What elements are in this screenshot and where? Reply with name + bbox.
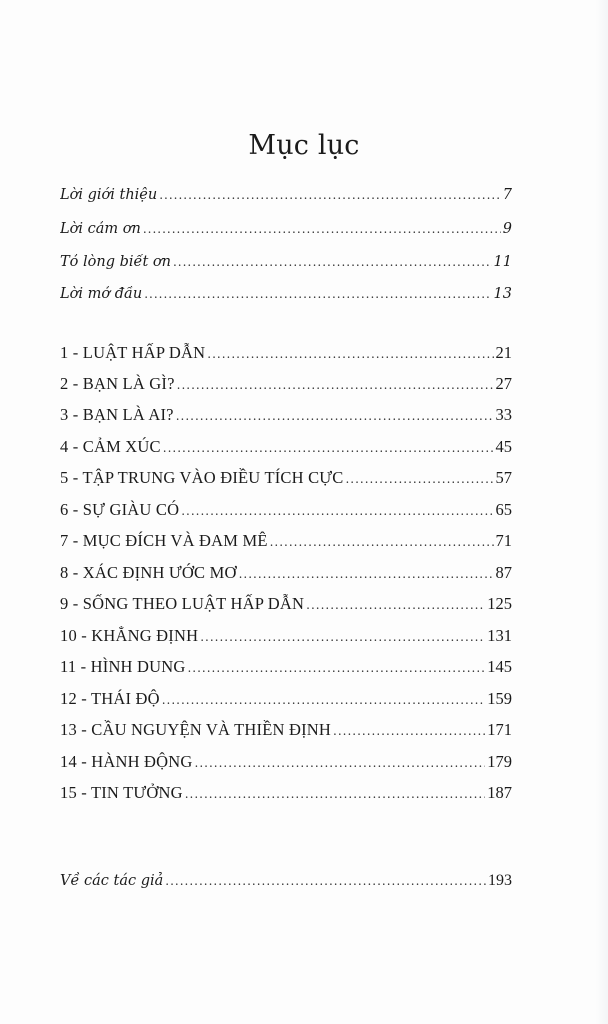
toc-entry-label: Về các tác giả [60,873,164,889]
dot-leader [181,504,493,518]
dot-leader [143,222,501,236]
dot-leader [163,441,494,455]
toc-entry-chapter[interactable] [60,531,512,555]
dot-leader [162,693,486,707]
toc-entry-page: 187 [487,783,512,802]
toc-entry-label: 15 - TIN TƯỞNG [60,783,183,802]
toc-entry-front[interactable] [60,187,512,211]
dot-leader [306,598,485,612]
toc-entry-label: Lời giới thiệu [60,187,158,203]
toc-entry-page: 7 [502,187,512,203]
toc-entry-page: 159 [487,689,512,708]
toc-entry-label: 11 - HÌNH DUNG [60,657,186,676]
dot-leader [270,535,494,549]
toc-entry-page: 71 [495,531,512,550]
toc-entry-page: 13 [493,286,512,302]
toc-entry-label: Lời cảm ơn [60,221,141,237]
toc-entry-page: 179 [487,752,512,771]
toc-entry-back[interactable] [60,872,512,896]
toc-entry-chapter[interactable] [60,720,512,744]
toc-entry-chapter[interactable] [60,343,512,367]
toc-entry-chapter[interactable] [60,626,512,650]
toc-entry-page: 131 [487,626,512,645]
toc-entry-page: 9 [502,221,512,237]
dot-leader [345,472,493,486]
dot-leader [159,188,501,202]
toc-entry-label: 3 - BẠN LÀ AI? [60,405,174,424]
toc-entry-page: 27 [495,374,512,393]
toc-entry-front[interactable] [60,221,512,245]
toc-entry-chapter[interactable] [60,783,512,807]
dot-leader [333,724,485,738]
toc-entry-chapter[interactable] [60,437,512,461]
toc-entry-front[interactable] [60,286,512,310]
toc-entry-page: 193 [488,872,512,889]
toc-entry-front[interactable] [60,254,512,278]
toc-entry-label: 2 - BẠN LÀ GÌ? [60,374,175,393]
dot-leader [144,287,491,301]
toc-entry-page: 87 [495,563,512,582]
dot-leader [195,756,486,770]
toc-entry-page: 145 [487,657,512,676]
toc-entry-label: 9 - SỐNG THEO LUẬT HẤP DẪN [60,594,305,613]
dot-leader [207,347,493,361]
toc-entry-page: 57 [495,468,512,487]
toc-entry-chapter[interactable] [60,689,512,713]
toc-entry-label: 7 - MỤC ĐÍCH VÀ ĐAM MÊ [60,531,268,550]
toc-entry-page: 171 [487,720,512,739]
toc-entry-label: Lời mở đầu [60,286,143,302]
toc-entry-label: 14 - HÀNH ĐỘNG [60,752,193,771]
toc-entry-chapter[interactable] [60,752,512,776]
toc-entry-label: Tỏ lòng biết ơn [60,254,171,270]
toc-entry-label: 10 - KHẲNG ĐỊNH [60,626,199,645]
dot-leader [185,787,486,801]
toc-entry-page: 21 [495,343,512,362]
dot-leader [200,630,485,644]
toc-entry-chapter[interactable] [60,657,512,681]
toc-entry-label: 5 - TẬP TRUNG VÀO ĐIỀU TÍCH CỰC [60,468,344,487]
toc-entry-chapter[interactable] [60,500,512,524]
dot-leader [177,378,494,392]
dot-leader [187,661,485,675]
toc-entry-chapter[interactable] [60,594,512,618]
toc-entry-label: 1 - LUẬT HẤP DẪN [60,343,206,362]
toc-entry-page: 45 [495,437,512,456]
toc-entry-chapter[interactable] [60,374,512,398]
toc-entry-chapter[interactable] [60,468,512,492]
dot-leader [165,874,486,888]
toc-entry-chapter[interactable] [60,405,512,429]
toc-entry-page: 65 [495,500,512,519]
toc-entry-page: 125 [487,594,512,613]
page-title: Mục lục [248,130,360,162]
toc-entry-page: 11 [493,254,512,270]
dot-leader [239,567,494,581]
toc-entry-chapter[interactable] [60,563,512,587]
dot-leader [173,255,492,269]
toc-entry-label: 8 - XÁC ĐỊNH ƯỚC MƠ [60,563,237,582]
toc-entry-label: 13 - CẦU NGUYỆN VÀ THIỀN ĐỊNH [60,720,332,739]
toc-entry-page: 33 [495,405,512,424]
toc-entry-label: 4 - CẢM XÚC [60,437,161,456]
dot-leader [176,409,494,423]
toc-entry-label: 6 - SỰ GIÀU CÓ [60,500,180,519]
toc-entry-label: 12 - THÁI ĐỘ [60,689,160,708]
